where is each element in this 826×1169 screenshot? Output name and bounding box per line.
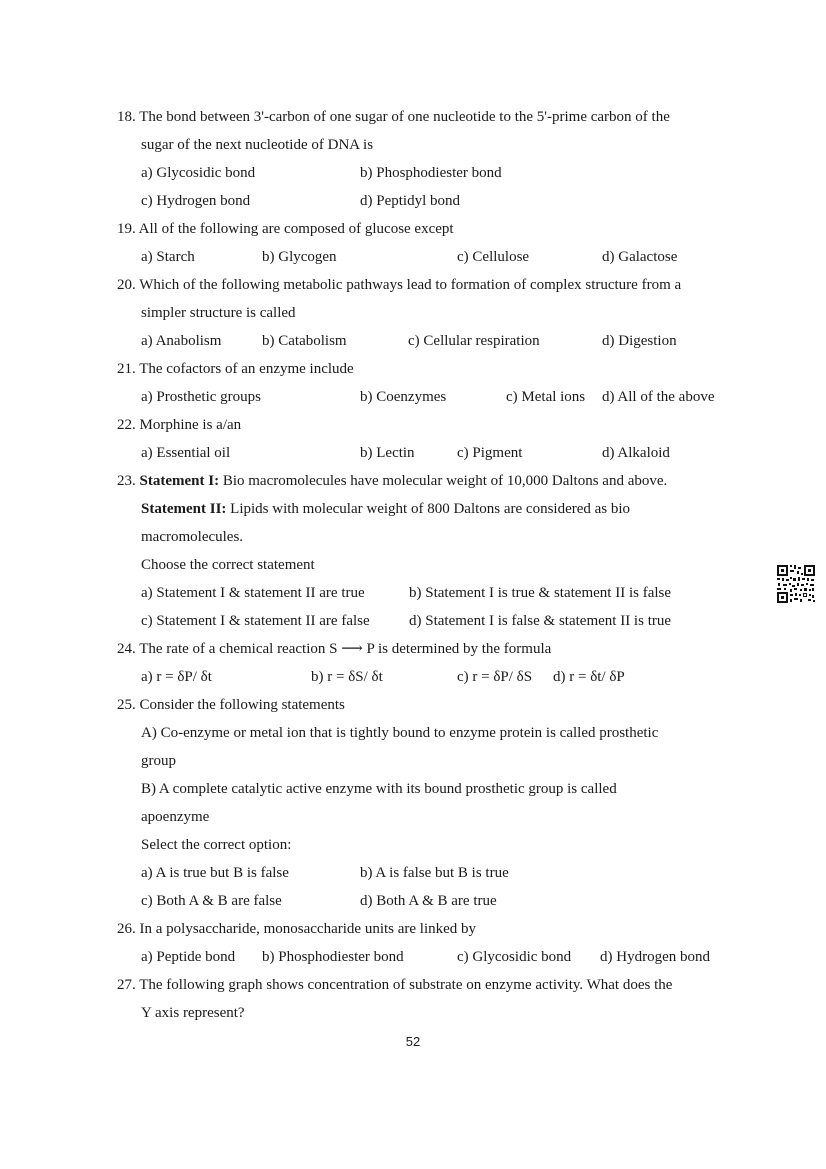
q25-option-c: c) Both A & B are false bbox=[141, 893, 282, 909]
question-26-text: 26. In a polysaccharide, monosaccharide units are linked by bbox=[117, 921, 477, 937]
question-24-options bbox=[141, 663, 741, 691]
q21-option-a: a) Prosthetic groups bbox=[141, 389, 261, 405]
q26-option-c: c) Glycosidic bond bbox=[457, 949, 572, 965]
q24-option-c: c) r = δP/ δS bbox=[457, 669, 533, 685]
question-22-options bbox=[141, 439, 741, 467]
question-18-options-row2 bbox=[141, 187, 741, 215]
question-23-statement-2 bbox=[141, 495, 630, 523]
question-23-statement-2-cont: macromolecules. bbox=[141, 529, 244, 545]
q26-option-b: b) Phosphodiester bond bbox=[262, 949, 404, 965]
q19-option-c: c) Cellulose bbox=[457, 249, 530, 265]
question-23-options-row2 bbox=[141, 607, 741, 635]
q22-option-b: b) Lectin bbox=[360, 445, 415, 461]
question-25-statement-b: B) A complete catalytic active enzyme with its bound prosthetic group is called bbox=[141, 781, 617, 797]
qr-code-icon bbox=[776, 564, 816, 604]
question-21-options bbox=[141, 383, 741, 411]
q23-statement-1-text: Bio macromolecules have molecular weight of 10,000 Daltons and above. bbox=[219, 473, 668, 489]
q21-option-b: b) Coenzymes bbox=[360, 389, 447, 405]
question-18-text-cont: sugar of the next nucleotide of DNA is bbox=[141, 137, 374, 153]
question-18-text: 18. The bond between 3'-carbon of one sugar of one nucleotide to the 5'-prime carbon of the bbox=[117, 109, 670, 125]
q19-option-a: a) Starch bbox=[141, 249, 195, 265]
q23-number: 23. bbox=[117, 473, 140, 489]
question-20-text-cont: simpler structure is called bbox=[141, 305, 296, 321]
q23-statement-2-label: Statement II: bbox=[141, 501, 227, 517]
q21-option-c: c) Metal ions bbox=[506, 389, 586, 405]
q22-option-a: a) Essential oil bbox=[141, 445, 231, 461]
question-22-text: 22. Morphine is a/an bbox=[117, 417, 242, 433]
q26-option-d: d) Hydrogen bond bbox=[600, 949, 710, 965]
q25-option-b: b) A is false but B is true bbox=[360, 865, 509, 881]
page-number: 52 bbox=[405, 1034, 421, 1049]
question-25-prompt: Select the correct option: bbox=[141, 837, 292, 853]
question-23-options-row1 bbox=[141, 579, 741, 607]
q24-option-b: b) r = δS/ δt bbox=[311, 669, 383, 685]
q20-option-c: c) Cellular respiration bbox=[408, 333, 540, 349]
q20-option-a: a) Anabolism bbox=[141, 333, 222, 349]
q21-option-d: d) All of the above bbox=[602, 389, 715, 405]
question-23-statement-1 bbox=[117, 467, 667, 495]
q22-option-c: c) Pigment bbox=[457, 445, 523, 461]
question-23-prompt: Choose the correct statement bbox=[141, 557, 315, 573]
question-26-options bbox=[141, 943, 741, 971]
q18-option-d: d) Peptidyl bond bbox=[360, 193, 460, 209]
question-20-options bbox=[141, 327, 741, 355]
q23-option-d: d) Statement I is false & statement II is true bbox=[409, 613, 672, 629]
question-19-text: 19. All of the following are composed of glucose except bbox=[117, 221, 454, 237]
question-19-options bbox=[141, 243, 741, 271]
q18-option-c: c) Hydrogen bond bbox=[141, 193, 251, 209]
question-20-text: 20. Which of the following metabolic pathways lead to formation of complex structure from a bbox=[117, 277, 682, 293]
question-25-statement-a: A) Co-enzyme or metal ion that is tightly bound to enzyme protein is called prosthetic bbox=[141, 725, 659, 741]
q19-option-d: d) Galactose bbox=[602, 249, 678, 265]
q19-option-b: b) Glycogen bbox=[262, 249, 337, 265]
q25-option-d: d) Both A & B are true bbox=[360, 893, 497, 909]
q22-option-d: d) Alkaloid bbox=[602, 445, 670, 461]
q24-option-d: d) r = δt/ δP bbox=[553, 669, 625, 685]
q23-option-b: b) Statement I is true & statement II is false bbox=[409, 585, 672, 601]
question-25-statement-b-cont: apoenzyme bbox=[141, 809, 210, 825]
q23-statement-2-text: Lipids with molecular weight of 800 Daltons are considered as bio bbox=[226, 501, 631, 517]
question-25-text: 25. Consider the following statements bbox=[117, 697, 345, 713]
q20-option-b: b) Catabolism bbox=[262, 333, 347, 349]
question-27-text: 27. The following graph shows concentration of substrate on enzyme activity. What does the bbox=[117, 977, 673, 993]
q23-option-a: a) Statement I & statement II are true bbox=[141, 585, 365, 601]
q24-option-a: a) r = δP/ δt bbox=[141, 669, 212, 685]
question-25-options-row1 bbox=[141, 859, 741, 887]
q18-option-a: a) Glycosidic bond bbox=[141, 165, 256, 181]
q23-statement-1-label: Statement I: bbox=[139, 473, 220, 489]
question-21-text: 21. The cofactors of an enzyme include bbox=[117, 361, 354, 377]
q23-option-c: c) Statement I & statement II are false bbox=[141, 613, 370, 629]
q20-option-d: d) Digestion bbox=[602, 333, 677, 349]
question-18-options-row1 bbox=[141, 159, 741, 187]
question-24-text: 24. The rate of a chemical reaction S ⟶ P is determined by the formula bbox=[117, 641, 552, 657]
question-25-options-row2 bbox=[141, 887, 741, 915]
question-27-text-cont: Y axis represent? bbox=[141, 1005, 245, 1021]
q25-option-a: a) A is true but B is false bbox=[141, 865, 289, 881]
q18-option-b: b) Phosphodiester bond bbox=[360, 165, 502, 181]
question-25-statement-a-cont: group bbox=[141, 753, 176, 769]
q26-option-a: a) Peptide bond bbox=[141, 949, 236, 965]
